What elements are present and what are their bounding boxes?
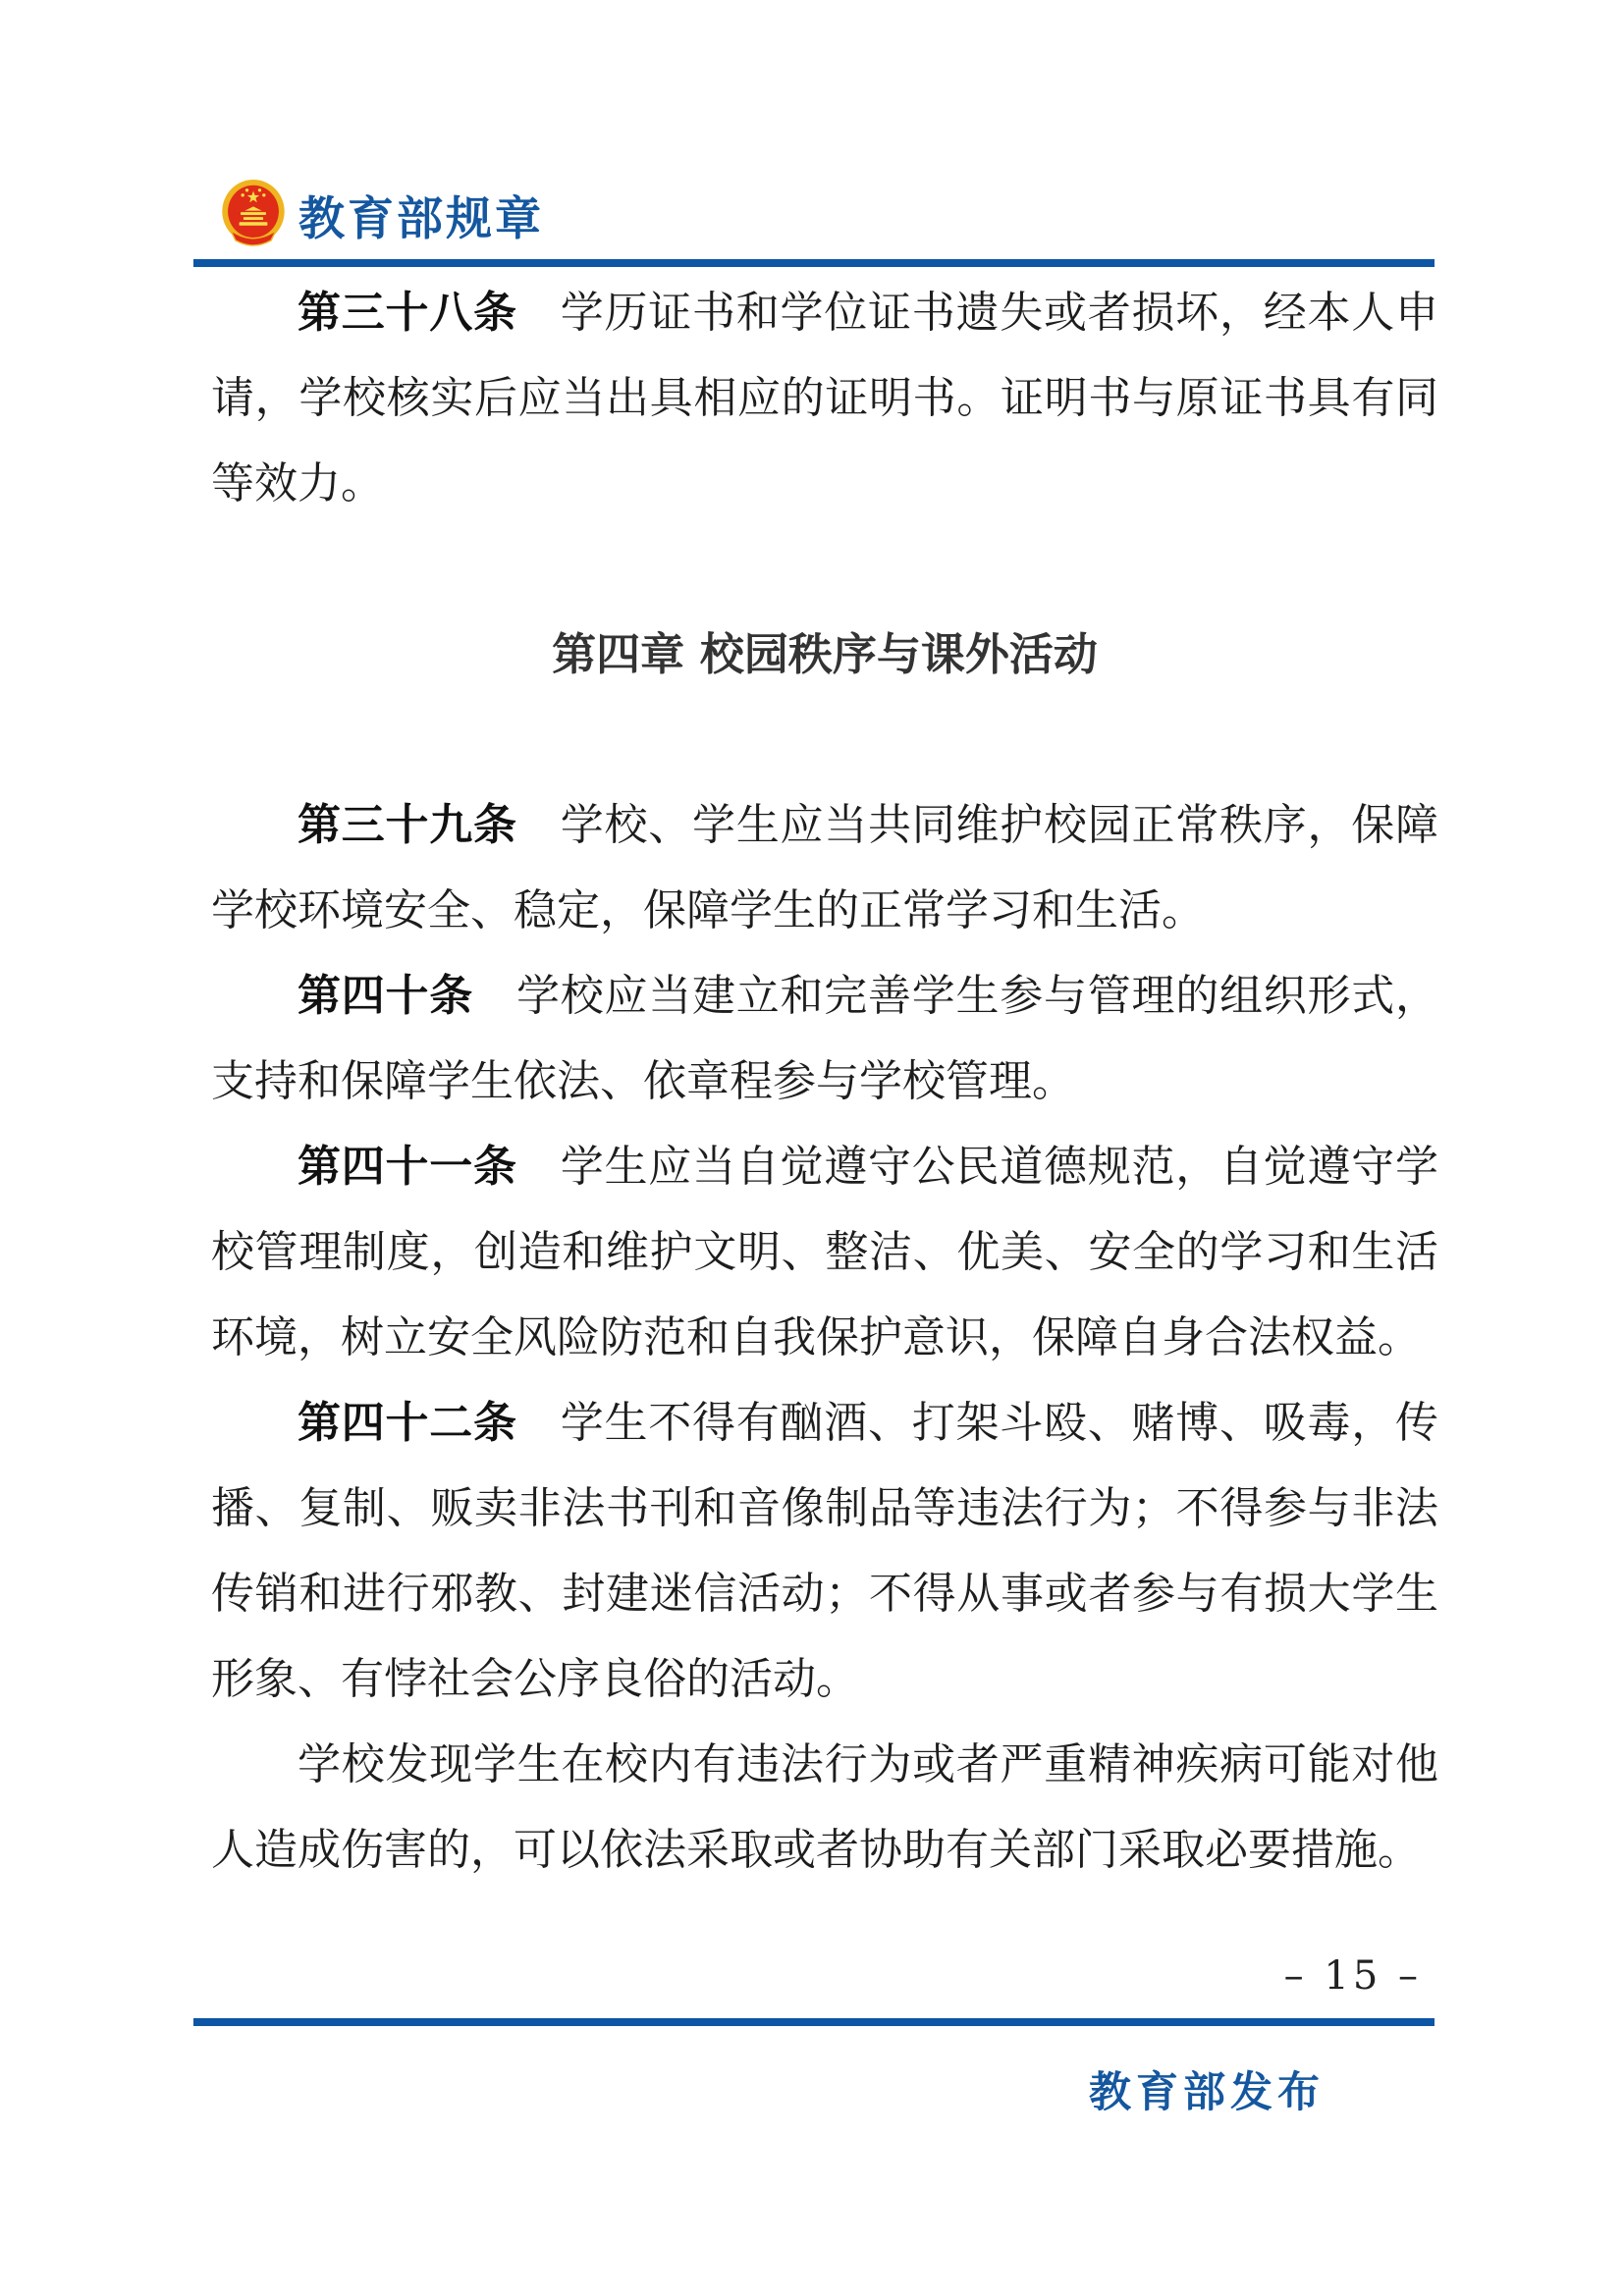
- publisher-label: 教育部发布: [1089, 2068, 1325, 2117]
- chapter-heading: 第四章 校园秩序与课外活动: [552, 628, 1098, 680]
- footer-divider: [193, 2018, 1435, 2026]
- article-paragraph: [211, 1380, 1438, 1722]
- article-text: 学校应当建立和完善学生参与管理的组织形式，支持和保障学生依法、依章程参与学校管理。: [211, 971, 1438, 1106]
- article-number: 第三十八条: [298, 288, 517, 338]
- header-brand-label: 教育部规章: [298, 191, 544, 246]
- article-number: 第三十九条: [298, 800, 517, 850]
- article-paragraph: [211, 1722, 1438, 1893]
- article-text: 学校、学生应当共同维护校园正常秩序，保障学校环境安全、稳定，保障学生的正常学习和生活。: [211, 800, 1438, 935]
- article-paragraph: [211, 953, 1438, 1124]
- article-text: 学历证书和学位证书遗失或者损坏，经本人申请，学校核实后应当出具相应的证明书。证明书与原证书具有同等效力。: [211, 288, 1438, 508]
- document-body: [211, 270, 1438, 1893]
- header-brand: [218, 177, 544, 253]
- article-paragraph: [211, 270, 1438, 526]
- article-text: 学校发现学生在校内有违法行为或者严重精神疾病可能对他人造成伤害的，可以依法采取或者协助有关部门采取必要措施。: [211, 1739, 1438, 1875]
- page-number: – 15 –: [1283, 1953, 1422, 1999]
- article-number: 第四十一条: [298, 1142, 517, 1192]
- header-divider: [193, 259, 1435, 267]
- article-number: 第四十条: [298, 971, 473, 1021]
- national-emblem-icon: [218, 178, 289, 252]
- article-text: 学生应当自觉遵守公民道德规范，自觉遵守学校管理制度，创造和维护文明、整洁、优美、安全的学习和生活环境，树立安全风险防范和自我保护意识，保障自身合法权益。: [211, 1142, 1438, 1362]
- article-text: 学生不得有酗酒、打架斗殴、赌博、吸毒，传播、复制、贩卖非法书刊和音像制品等违法行为；不得参与非法传销和进行邪教、封建迷信活动；不得从事或者参与有损大学生形象、有悖社会公序良俗的活动。: [211, 1398, 1438, 1704]
- article-paragraph: [211, 782, 1438, 953]
- article-paragraph: [211, 1124, 1438, 1380]
- article-number: 第四十二条: [298, 1398, 517, 1448]
